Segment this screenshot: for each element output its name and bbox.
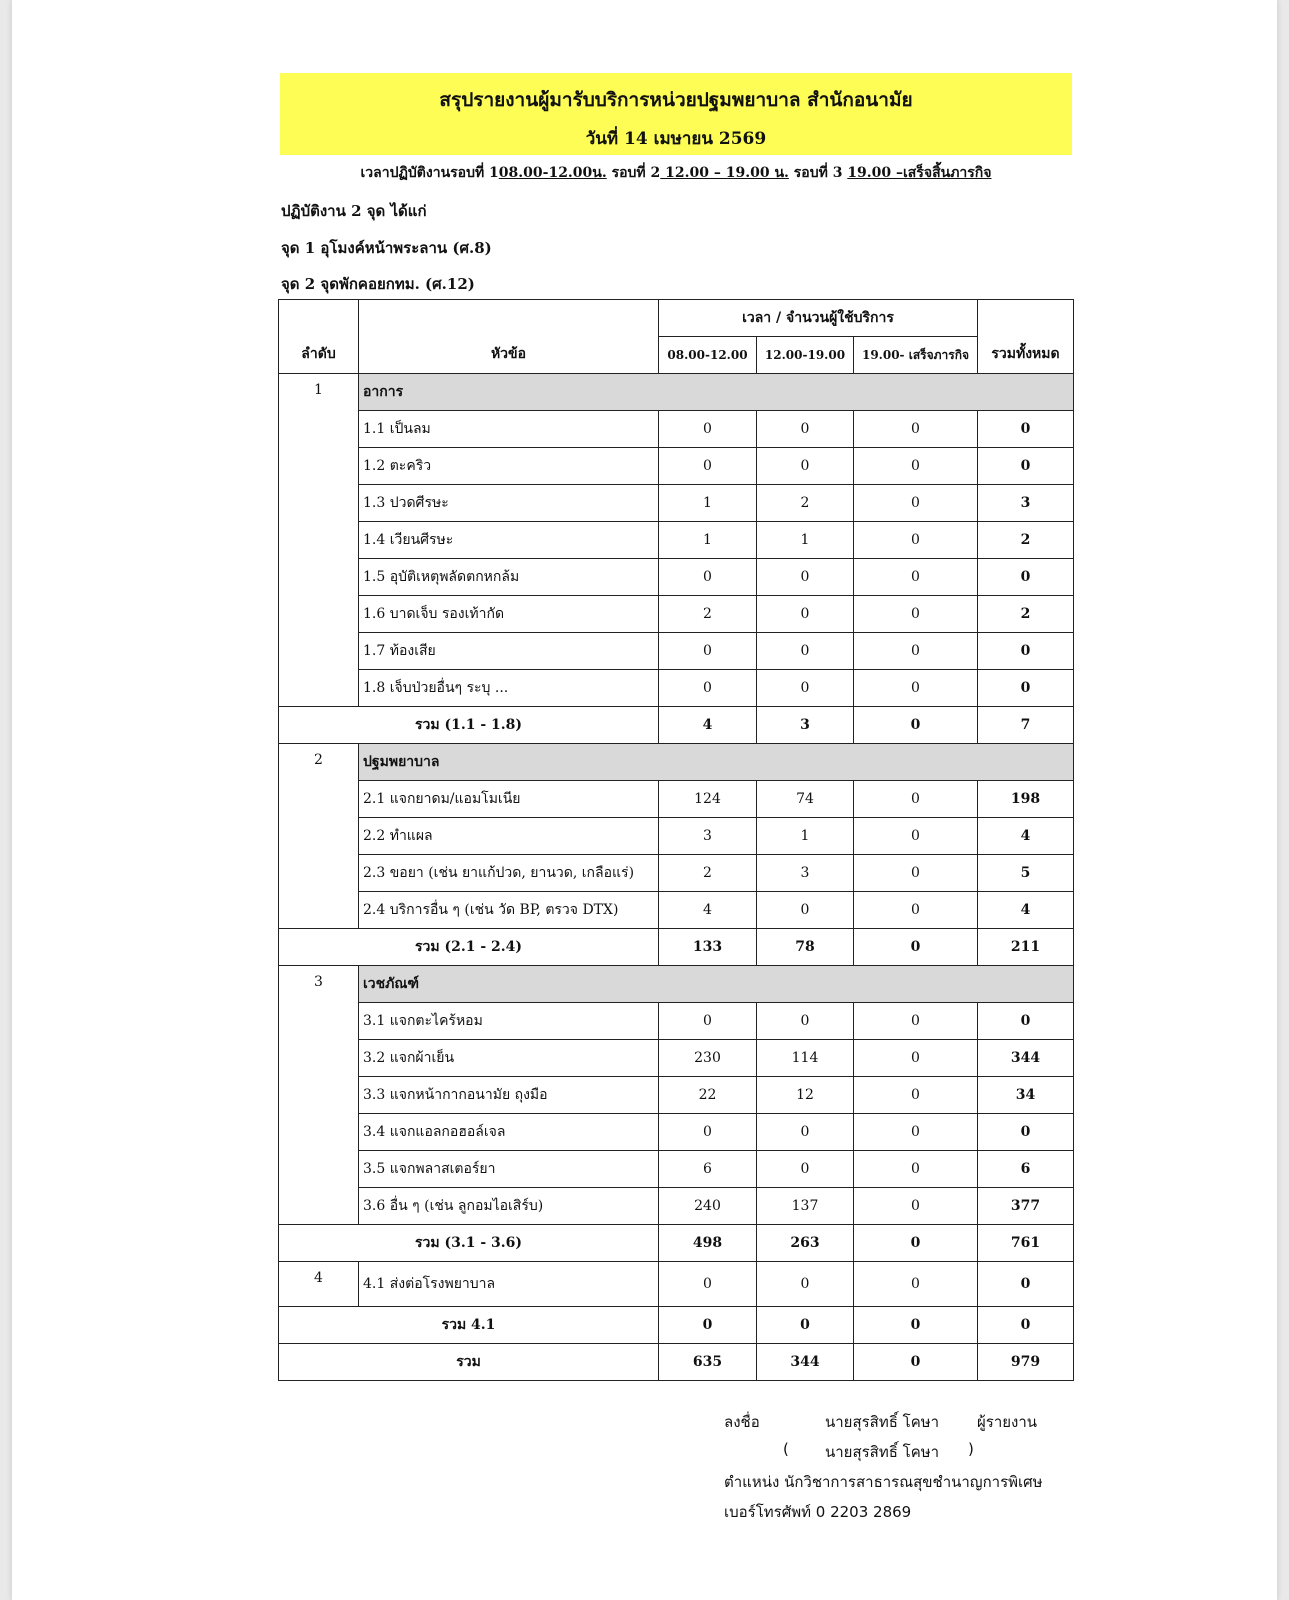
table-row xyxy=(279,781,1074,818)
item-total: 3 xyxy=(978,485,1074,522)
shift-prefix-1: เวลาปฏิบัติงานรอบที่ 1 xyxy=(360,165,499,181)
item-v3: 0 xyxy=(854,1262,978,1307)
signer-role: ผู้รายงาน xyxy=(977,1413,1038,1431)
item-total: 0 xyxy=(978,1003,1074,1040)
item-v1: 6 xyxy=(659,1151,757,1188)
table-row xyxy=(279,1151,1074,1188)
subtotal-total: 0 xyxy=(978,1307,1074,1344)
item-v2: 0 xyxy=(757,1262,854,1307)
shift-schedule xyxy=(280,162,1072,184)
item-total: 34 xyxy=(978,1077,1074,1114)
item-total: 0 xyxy=(978,1262,1074,1307)
item-v3: 0 xyxy=(854,1114,978,1151)
section-index: 2 xyxy=(279,744,359,929)
item-total: 0 xyxy=(978,559,1074,596)
item-total: 5 xyxy=(978,855,1074,892)
item-v1: 0 xyxy=(659,670,757,707)
section-title: อาการ xyxy=(359,374,1074,411)
col-time-3-header: 19.00- เสร็จภารกิจ xyxy=(854,337,978,374)
item-label: 1.5 อุบัติเหตุพลัดตกหกล้ม xyxy=(359,559,659,596)
item-v1: 1 xyxy=(659,522,757,559)
item-v3: 0 xyxy=(854,855,978,892)
item-v2: 0 xyxy=(757,596,854,633)
subtotal-v2: 3 xyxy=(757,707,854,744)
item-label: 1.3 ปวดศีรษะ xyxy=(359,485,659,522)
table-row xyxy=(279,1114,1074,1151)
col-time-1-header: 08.00-12.00 xyxy=(659,337,757,374)
item-total: 6 xyxy=(978,1151,1074,1188)
item-v1: 124 xyxy=(659,781,757,818)
subtotal-v2: 0 xyxy=(757,1307,854,1344)
item-total: 344 xyxy=(978,1040,1074,1077)
item-label: 3.4 แจกแอลกอฮอล์เจล xyxy=(359,1114,659,1151)
item-v3: 0 xyxy=(854,781,978,818)
item-v1: 3 xyxy=(659,818,757,855)
item-v3: 0 xyxy=(854,559,978,596)
item-v3: 0 xyxy=(854,411,978,448)
table-row xyxy=(279,892,1074,929)
report-table xyxy=(278,299,1074,1381)
item-label: 1.6 บาดเจ็บ รองเท้ากัด xyxy=(359,596,659,633)
subtotal-v3: 0 xyxy=(854,1307,978,1344)
item-v2: 74 xyxy=(757,781,854,818)
table-row xyxy=(279,448,1074,485)
grand-total-total: 979 xyxy=(978,1344,1074,1381)
item-v3: 0 xyxy=(854,485,978,522)
item-total: 377 xyxy=(978,1188,1074,1225)
item-v2: 0 xyxy=(757,559,854,596)
item-v1: 240 xyxy=(659,1188,757,1225)
item-total: 4 xyxy=(978,818,1074,855)
section-index: 1 xyxy=(279,374,359,707)
table-row xyxy=(279,1077,1074,1114)
col-total-header: รวมทั้งหมด xyxy=(978,300,1074,374)
item-v2: 3 xyxy=(757,855,854,892)
item-v2: 114 xyxy=(757,1040,854,1077)
item-v3: 0 xyxy=(854,1040,978,1077)
item-v1: 0 xyxy=(659,559,757,596)
table-row xyxy=(279,670,1074,707)
shift-time-1: 08.00-12.00น. xyxy=(498,165,607,181)
signer-phone: เบอร์โทรศัพท์ 0 2203 2869 xyxy=(724,1503,912,1521)
item-v1: 0 xyxy=(659,1114,757,1151)
item-v1: 0 xyxy=(659,411,757,448)
table-row xyxy=(279,485,1074,522)
grand-total-row xyxy=(279,1344,1074,1381)
col-topic-header: หัวข้อ xyxy=(359,300,659,374)
item-total: 4 xyxy=(978,892,1074,929)
item-v1: 2 xyxy=(659,855,757,892)
grand-total-v3: 0 xyxy=(854,1344,978,1381)
item-total: 2 xyxy=(978,522,1074,559)
item-v1: 1 xyxy=(659,485,757,522)
subtotal-row xyxy=(279,1225,1074,1262)
item-v2: 0 xyxy=(757,448,854,485)
item-v3: 0 xyxy=(854,522,978,559)
item-v1: 2 xyxy=(659,596,757,633)
subtotal-label: รวม (3.1 - 3.6) xyxy=(279,1225,659,1262)
shift-prefix-2: รอบที่ 2 xyxy=(606,165,661,181)
subtotal-total: 211 xyxy=(978,929,1074,966)
table-row xyxy=(279,596,1074,633)
item-v2: 0 xyxy=(757,411,854,448)
item-label: 3.5 แจกพลาสเตอร์ยา xyxy=(359,1151,659,1188)
header-row-1 xyxy=(279,300,1074,337)
item-v2: 1 xyxy=(757,522,854,559)
shift-time-3: 19.00 –เสร็จสิ้นภารกิจ xyxy=(847,165,992,181)
subtotal-v3: 0 xyxy=(854,1225,978,1262)
section-row xyxy=(279,374,1074,411)
subtotal-v1: 0 xyxy=(659,1307,757,1344)
item-label: 1.1 เป็นลม xyxy=(359,411,659,448)
subtotal-label: รวม (2.1 - 2.4) xyxy=(279,929,659,966)
item-v3: 0 xyxy=(854,1003,978,1040)
item-v3: 0 xyxy=(854,1151,978,1188)
table-row xyxy=(279,1040,1074,1077)
col-index-header: ลำดับ xyxy=(279,300,359,374)
subtotal-total: 761 xyxy=(978,1225,1074,1262)
shift-time-2: 12.00 – 19.00 น. xyxy=(660,165,789,181)
section-index: 3 xyxy=(279,966,359,1225)
item-v3: 0 xyxy=(854,892,978,929)
point-2: จุด 2 จุดพักคอยกทม. (ศ.12) xyxy=(281,275,475,293)
table-row xyxy=(279,522,1074,559)
item-v3: 0 xyxy=(854,596,978,633)
section-index: 4 xyxy=(279,1262,359,1307)
subtotal-total: 7 xyxy=(978,707,1074,744)
item-total: 0 xyxy=(978,1114,1074,1151)
item-v2: 12 xyxy=(757,1077,854,1114)
report-title: สรุปรายงานผู้มารับบริการหน่วยปฐมพยาบาล สำนักอนามัย xyxy=(439,89,913,111)
subtotal-row xyxy=(279,1307,1074,1344)
item-v1: 0 xyxy=(659,1003,757,1040)
grand-total-v2: 344 xyxy=(757,1344,854,1381)
subtotal-label: รวม (1.1 - 1.8) xyxy=(279,707,659,744)
subtotal-row xyxy=(279,929,1074,966)
table-row xyxy=(279,633,1074,670)
sign-label: ลงชื่อ xyxy=(724,1413,760,1431)
subtotal-v1: 133 xyxy=(659,929,757,966)
signer-position: ตำแหน่ง นักวิชาการสาธารณสุขชำนาญการพิเศษ xyxy=(724,1473,1043,1491)
table-row xyxy=(279,1262,1074,1307)
item-label: 2.2 ทำแผล xyxy=(359,818,659,855)
item-label: 1.8 เจ็บป่วยอื่นๆ ระบุ ... xyxy=(359,670,659,707)
item-total: 0 xyxy=(978,633,1074,670)
item-v2: 2 xyxy=(757,485,854,522)
item-v1: 22 xyxy=(659,1077,757,1114)
item-v3: 0 xyxy=(854,670,978,707)
item-label: 1.2 ตะคริว xyxy=(359,448,659,485)
table-row xyxy=(279,855,1074,892)
item-total: 198 xyxy=(978,781,1074,818)
title-banner xyxy=(280,73,1072,155)
item-v3: 0 xyxy=(854,1077,978,1114)
item-v1: 4 xyxy=(659,892,757,929)
section-row xyxy=(279,744,1074,781)
item-label: 3.2 แจกผ้าเย็น xyxy=(359,1040,659,1077)
section-title: ปฐมพยาบาล xyxy=(359,744,1074,781)
item-label: 2.1 แจกยาดม/แอมโมเนีย xyxy=(359,781,659,818)
item-label: 1.4 เวียนศีรษะ xyxy=(359,522,659,559)
item-label: 3.3 แจกหน้ากากอนามัย ถุงมือ xyxy=(359,1077,659,1114)
subtotal-v3: 0 xyxy=(854,929,978,966)
close-paren: ) xyxy=(968,1440,974,1458)
item-label: 2.3 ขอยา (เช่น ยาแก้ปวด, ยานวด, เกลือแร่) xyxy=(359,855,659,892)
item-total: 0 xyxy=(978,670,1074,707)
subtotal-v2: 263 xyxy=(757,1225,854,1262)
table-row xyxy=(279,411,1074,448)
subtotal-v2: 78 xyxy=(757,929,854,966)
item-v2: 0 xyxy=(757,633,854,670)
item-total: 2 xyxy=(978,596,1074,633)
item-total: 0 xyxy=(978,411,1074,448)
item-v3: 0 xyxy=(854,1188,978,1225)
points-intro: ปฏิบัติงาน 2 จุด ได้แก่ xyxy=(281,202,427,220)
subtotal-v3: 0 xyxy=(854,707,978,744)
item-v2: 0 xyxy=(757,670,854,707)
grand-total-v1: 635 xyxy=(659,1344,757,1381)
item-v3: 0 xyxy=(854,818,978,855)
section-row xyxy=(279,966,1074,1003)
subtotal-row xyxy=(279,707,1074,744)
item-label: 3.1 แจกตะไคร้หอม xyxy=(359,1003,659,1040)
col-group-header: เวลา / จำนวนผู้ใช้บริการ xyxy=(659,300,978,337)
item-label: 3.6 อื่น ๆ (เช่น ลูกอมไอเสิร์บ) xyxy=(359,1188,659,1225)
item-label: 4.1 ส่งต่อโรงพยาบาล xyxy=(359,1262,659,1307)
grand-total-label: รวม xyxy=(279,1344,659,1381)
report-date: วันที่ 14 เมษายน 2569 xyxy=(585,129,767,149)
section-title: เวชภัณฑ์ xyxy=(359,966,1074,1003)
point-1: จุด 1 อุโมงค์หน้าพระลาน (ศ.8) xyxy=(281,239,492,257)
item-total: 0 xyxy=(978,448,1074,485)
item-v1: 0 xyxy=(659,448,757,485)
item-v2: 0 xyxy=(757,892,854,929)
subtotal-label: รวม 4.1 xyxy=(279,1307,659,1344)
table-row xyxy=(279,559,1074,596)
item-label: 1.7 ท้องเสีย xyxy=(359,633,659,670)
item-v2: 137 xyxy=(757,1188,854,1225)
item-v2: 0 xyxy=(757,1151,854,1188)
item-label: 2.4 บริการอื่น ๆ (เช่น วัด BP, ตรวจ DTX) xyxy=(359,892,659,929)
item-v2: 0 xyxy=(757,1114,854,1151)
item-v2: 1 xyxy=(757,818,854,855)
signer-name: นายสุรสิทธิ์ โคษา xyxy=(825,1413,940,1431)
table-row xyxy=(279,1003,1074,1040)
table-body xyxy=(279,374,1074,1381)
subtotal-v1: 498 xyxy=(659,1225,757,1262)
item-v1: 230 xyxy=(659,1040,757,1077)
item-v2: 0 xyxy=(757,1003,854,1040)
printed-name: นายสุรสิทธิ์ โคษา xyxy=(825,1443,940,1461)
col-time-2-header: 12.00-19.00 xyxy=(757,337,854,374)
item-v1: 0 xyxy=(659,633,757,670)
item-v3: 0 xyxy=(854,633,978,670)
subtotal-v1: 4 xyxy=(659,707,757,744)
table-row xyxy=(279,818,1074,855)
item-v1: 0 xyxy=(659,1262,757,1307)
shift-prefix-3: รอบที่ 3 xyxy=(788,165,848,181)
table-row xyxy=(279,1188,1074,1225)
item-v3: 0 xyxy=(854,448,978,485)
open-paren: ( xyxy=(783,1440,789,1458)
